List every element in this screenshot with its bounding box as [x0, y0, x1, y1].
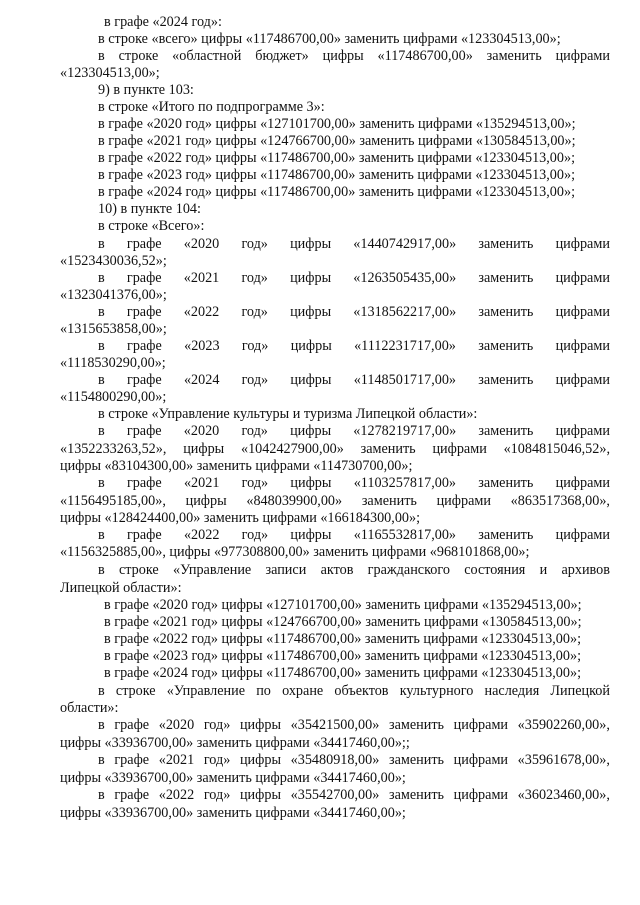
text-word: цифрами	[436, 493, 491, 509]
text-word: по	[256, 683, 271, 699]
text-word: «1165532817,00»	[353, 527, 457, 543]
text-word: состояния	[464, 562, 526, 578]
text-line: в строке «всего» цифры «117486700,00» заменить цифрами «123304513,00»;	[98, 31, 561, 47]
text-line: «123304513,00»;	[60, 65, 160, 81]
text-word: графе	[114, 752, 150, 768]
text-word: в	[98, 562, 105, 578]
text-line: в графе «2022 год» цифры «117486700,00» заменить цифрами «123304513,00»;	[104, 631, 582, 647]
text-word: цифры	[290, 338, 332, 354]
text-line: цифры «128424400,00» заменить цифрами «166184300,00»;	[60, 510, 421, 526]
text-line: области»:	[60, 700, 119, 716]
text-line	[98, 48, 610, 65]
text-word: «1042427900,00»	[240, 441, 344, 457]
text-word: «2024	[183, 372, 220, 388]
text-word: цифры	[185, 493, 227, 509]
text-word: заменить	[478, 423, 534, 439]
text-line: Липецкой области»:	[60, 580, 182, 596]
text-word: заменить	[478, 338, 534, 354]
text-word: в	[98, 752, 105, 768]
text-line	[98, 683, 610, 700]
text-word: актов	[320, 562, 354, 578]
text-word: цифры	[239, 717, 281, 733]
text-line	[98, 752, 610, 769]
text-line: цифры «33936700,00» заменить цифрами «34417460,00»;;	[60, 735, 410, 751]
text-line	[98, 372, 610, 389]
text-word: заменить	[486, 48, 542, 64]
text-word: цифры	[322, 48, 364, 64]
text-line: «1154800290,00»;	[60, 389, 167, 405]
text-word: заменить	[388, 717, 445, 733]
text-word: «2023	[184, 338, 220, 354]
text-word: цифры	[290, 270, 332, 286]
text-line	[98, 423, 610, 440]
text-line	[98, 304, 610, 321]
text-word: заменить	[478, 372, 534, 388]
text-line: в графе «2020 год» цифры «127101700,00» заменить цифрами «135294513,00»;	[104, 597, 582, 613]
text-line: в строке «Итого по подпрограмме 3»:	[98, 99, 325, 115]
text-line: цифры «83104300,00» заменить цифрами «114730700,00»;	[60, 458, 413, 474]
text-word: в	[98, 717, 105, 733]
text-line: в графе «2023 год» цифры «117486700,00» заменить цифрами «123304513,00»;	[104, 648, 582, 664]
text-word: «35961678,00»,	[517, 752, 610, 768]
text-word: «117486700,00»	[377, 48, 473, 64]
text-line: в графе «2024 год» цифры «117486700,00» заменить цифрами «123304513,00»;	[98, 184, 576, 200]
text-word: записи	[265, 562, 307, 578]
text-word: «1148501717,00»	[353, 372, 457, 388]
text-word: год»	[241, 475, 269, 491]
text-line	[98, 527, 610, 544]
text-line	[98, 562, 610, 579]
text-word: «863517368,00»,	[510, 493, 610, 509]
text-line	[98, 717, 610, 734]
text-word: заменить	[478, 270, 534, 286]
text-line: в графе «2023 год» цифры «117486700,00» заменить цифрами «123304513,00»;	[98, 167, 576, 183]
text-word: заменить	[388, 787, 445, 803]
text-word: год»	[241, 527, 269, 543]
text-word: «35902260,00»,	[517, 717, 610, 733]
text-word: цифры	[239, 787, 281, 803]
text-word: «35480918,00»	[290, 752, 380, 768]
text-line: «1156325885,00», цифры «977308800,00» заменить цифрами «968101868,00»;	[60, 544, 530, 560]
text-word: «2021	[158, 752, 195, 768]
text-line: «1323041376,00»;	[60, 287, 167, 303]
text-word: строке	[118, 562, 159, 578]
text-word: цифры	[239, 752, 281, 768]
text-word: «848039900,00»	[246, 493, 343, 509]
text-word: «35542700,00»	[290, 787, 380, 803]
text-line: в строке «Всего»:	[98, 218, 205, 234]
text-line	[98, 787, 610, 804]
text-word: цифрами	[432, 441, 487, 457]
text-line: в графе «2024 год»:	[104, 14, 222, 30]
text-word: графе	[126, 372, 162, 388]
text-word: и	[539, 562, 548, 578]
text-word: «2022	[183, 527, 220, 543]
text-word: «2020	[158, 717, 195, 733]
text-word: год»	[241, 338, 269, 354]
text-word: цифрами	[453, 717, 509, 733]
text-line: в графе «2021 год» цифры «124766700,00» заменить цифрами «130584513,00»;	[98, 133, 576, 149]
text-word: в	[98, 423, 105, 439]
text-word: цифрами	[555, 304, 610, 320]
text-line: «1315653858,00»;	[60, 321, 167, 337]
text-word: цифры	[290, 372, 332, 388]
text-line	[98, 338, 610, 355]
text-word: «35421500,00»	[290, 717, 380, 733]
text-line: в графе «2024 год» цифры «117486700,00» заменить цифрами «123304513,00»;	[104, 665, 582, 681]
text-word: «2022	[183, 304, 220, 320]
text-line	[98, 236, 610, 253]
text-word: графе	[126, 527, 162, 543]
text-line: 10) в пункте 104:	[98, 201, 201, 217]
text-word: «2021	[183, 270, 220, 286]
text-word: наследия	[484, 683, 540, 699]
text-word: в	[98, 304, 105, 320]
text-word: «2021	[183, 475, 220, 491]
text-word: цифрами	[555, 423, 610, 439]
text-word: «1103257817,00»	[353, 475, 457, 491]
text-word: «1278219717,00»	[353, 423, 457, 439]
text-word: цифры	[290, 527, 332, 543]
text-line: в графе «2022 год» цифры «117486700,00» заменить цифрами «123304513,00»;	[98, 150, 576, 166]
text-word: строке	[115, 683, 156, 699]
text-line: «1118530290,00»;	[60, 355, 166, 371]
text-word: цифры	[290, 236, 332, 252]
text-word: в	[98, 527, 105, 543]
text-word: год»	[241, 304, 268, 320]
text-line	[98, 475, 610, 492]
text-word: графе	[114, 787, 150, 803]
text-word: год»	[241, 423, 268, 439]
text-line: в графе «2020 год» цифры «127101700,00» заменить цифрами «135294513,00»;	[98, 116, 576, 132]
text-word: в	[98, 475, 105, 491]
text-word: «1084815046,52»,	[503, 441, 610, 457]
text-word: «1352233263,52»,	[60, 441, 167, 457]
text-word: «2020	[183, 236, 220, 252]
text-word: графе	[126, 304, 162, 320]
text-line: в строке «Управление культуры и туризма Липецкой области»:	[98, 406, 478, 422]
text-word: цифры	[290, 304, 332, 320]
text-word: заменить	[478, 236, 534, 252]
text-word: графе	[126, 475, 162, 491]
text-word: «Управление	[166, 683, 246, 699]
text-word: цифры	[290, 423, 332, 439]
text-word: год»	[241, 372, 269, 388]
text-word: «1156495185,00»,	[60, 493, 166, 509]
text-word: «1440742917,00»	[353, 236, 457, 252]
text-word: цифрами	[555, 48, 610, 64]
text-word: в	[98, 372, 105, 388]
text-word: графе	[126, 270, 162, 286]
text-word: год»	[203, 752, 231, 768]
text-word: графе	[127, 338, 162, 354]
text-word: графе	[126, 236, 162, 252]
text-word: строке	[118, 48, 159, 64]
text-word: цифры	[183, 441, 225, 457]
text-word: «областной	[172, 48, 242, 64]
text-word: Липецкой	[550, 683, 610, 699]
text-word: «36023460,00»,	[517, 787, 610, 803]
text-word: цифрами	[555, 270, 610, 286]
text-word: цифрами	[555, 475, 610, 491]
text-line	[60, 441, 610, 458]
text-line	[98, 270, 610, 287]
text-word: графе	[126, 423, 162, 439]
text-line: в графе «2021 год» цифры «124766700,00» заменить цифрами «130584513,00»;	[104, 614, 582, 630]
text-word: «1318562217,00»	[353, 304, 457, 320]
text-word: в	[98, 683, 105, 699]
text-word: цифрами	[555, 236, 610, 252]
text-word: цифрами	[555, 338, 610, 354]
text-word: объектов	[334, 683, 389, 699]
text-word: заменить	[478, 475, 534, 491]
text-line: «1523430036,52»;	[60, 253, 167, 269]
text-word: в	[98, 48, 105, 64]
text-word: заменить	[388, 752, 445, 768]
text-word: в	[98, 338, 105, 354]
text-line: цифры «33936700,00» заменить цифрами «34417460,00»;	[60, 805, 406, 821]
text-word: культурного	[399, 683, 474, 699]
text-word: графе	[114, 717, 150, 733]
text-line: цифры «33936700,00» заменить цифрами «34417460,00»;	[60, 770, 406, 786]
text-word: год»	[241, 236, 268, 252]
text-word: в	[98, 236, 105, 252]
text-word: гражданского	[367, 562, 450, 578]
text-line: 9) в пункте 103:	[98, 82, 194, 98]
text-word: в	[98, 270, 105, 286]
text-word: год»	[203, 787, 231, 803]
text-word: «1112231717,00»	[354, 338, 456, 354]
text-word: цифрами	[555, 372, 610, 388]
text-word: заменить	[478, 527, 534, 543]
text-word: охране	[282, 683, 324, 699]
text-word: цифрами	[453, 787, 509, 803]
text-word: в	[98, 787, 105, 803]
text-word: год»	[241, 270, 268, 286]
text-word: заменить	[361, 493, 417, 509]
text-word: «2020	[183, 423, 220, 439]
text-word: цифрами	[555, 527, 610, 543]
text-word: заменить	[360, 441, 416, 457]
text-word: «2022	[158, 787, 195, 803]
text-word: «Управление	[172, 562, 252, 578]
text-word: «1263505435,00»	[353, 270, 457, 286]
text-word: заменить	[478, 304, 534, 320]
text-line	[60, 493, 610, 510]
text-word: год»	[203, 717, 231, 733]
text-word: цифры	[290, 475, 332, 491]
text-word: архивов	[561, 562, 610, 578]
text-word: бюджет»	[255, 48, 309, 64]
text-word: цифрами	[453, 752, 509, 768]
